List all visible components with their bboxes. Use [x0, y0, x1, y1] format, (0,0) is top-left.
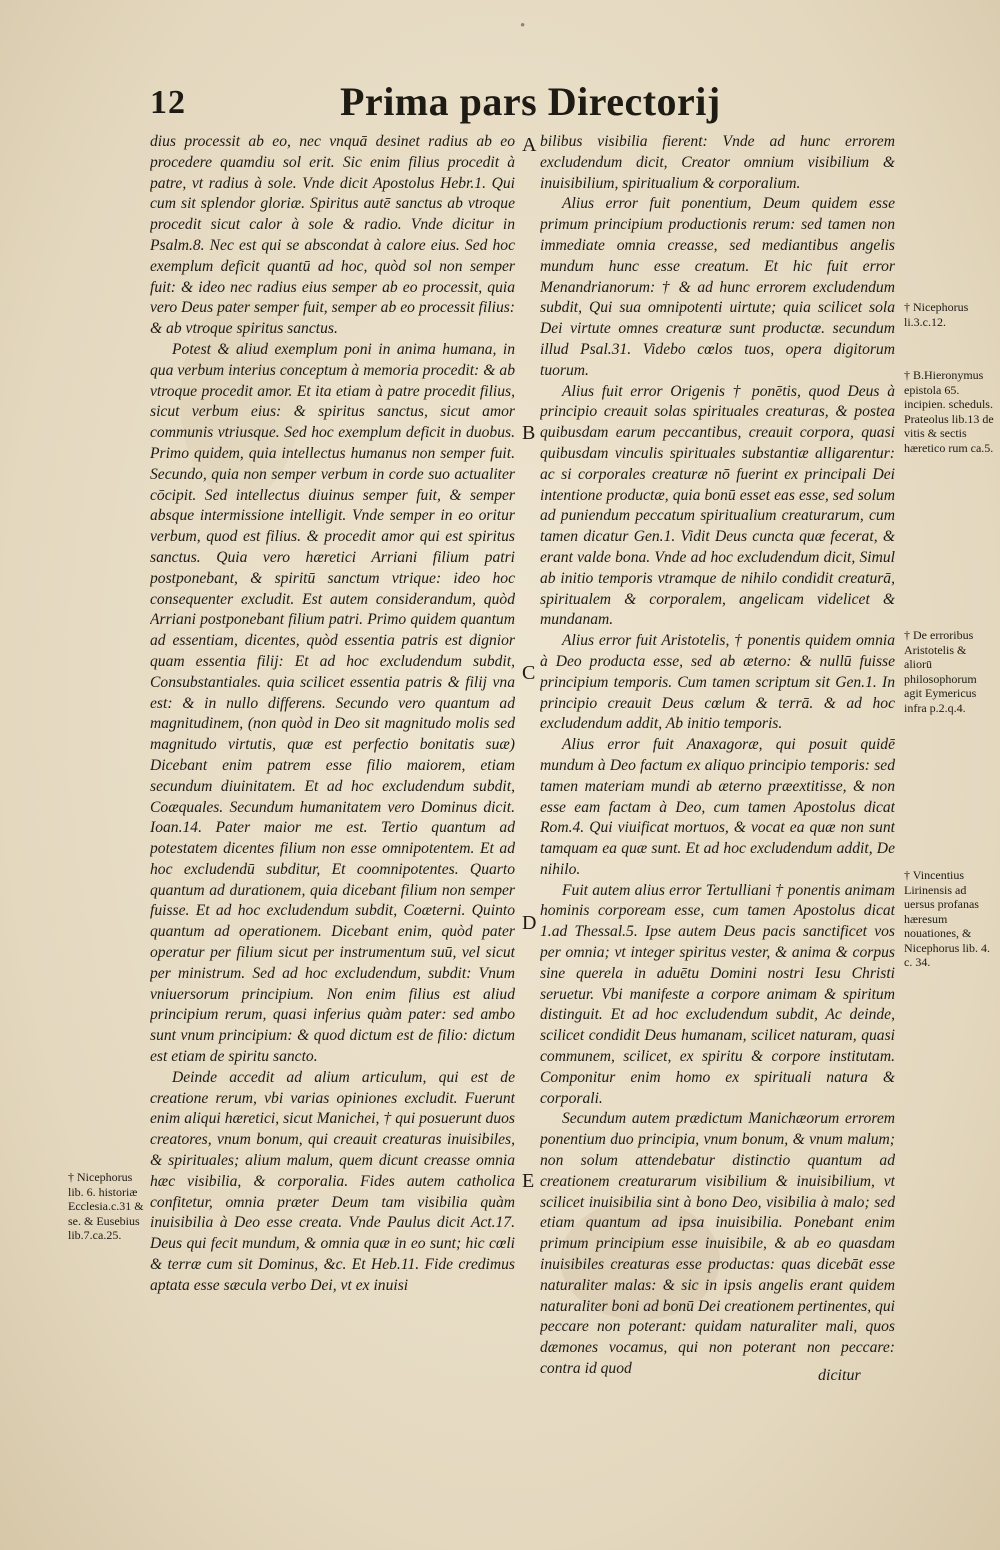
paragraph: Secundum autem prædictum Manichæorum errorem ponentium duo principia, vnum bonum, & vnum malum; non solum attendebatur distinctio quantum ad creationem creaturarum visibilium & inuisibilium, vt scilicet inuisibilia sint à bono Deo, visibilia à malo; sed etiam quantum ad ipsa inuisibilia. Ponebant enim primum principium esse inuisibile, & ab eo quasdam inuisibiles creaturas esse productas: quas dicebāt esse naturaliter malas: & sic in ipsis angelis erant quidem naturaliter boni ad bonū Dei creationem pertinentes, qui peccare non poterant: quidam naturaliter mali, quos dæmones vocamus, qui non poterant non peccare: contra id quod [540, 1110, 895, 1378]
section-letter-d: D [522, 912, 537, 934]
page-number: 12 [150, 84, 186, 121]
section-letter-a: A [522, 134, 537, 156]
paragraph: Fuit autem alius error Tertulliani † ponentis animam hominis corpoream esse, cum tamen Apostolus dicat 1.ad Thessal.5. Ipse autem Deus pacis sanctificet vos per omnia; vt integer spiritus vester, & anima & corpus sine querela in aduētu Domini nostri Iesu Christi seruetur. Vbi manifeste a corpore animam & spiritum distinguit. Et ad hoc excludendum subdit, Ac deinde, scilicet condidit Deus humanam, scilicet naturam, quasi communem, scilicet, ex spiritu & corpore institutam. Componitur enim homo ex spirituali natura & corporali. [540, 881, 895, 1107]
section-letter-c: C [522, 662, 536, 684]
section-letter-e: E [522, 1170, 535, 1192]
ink-dot: • [520, 18, 526, 34]
paragraph: Alius error fuit Aristotelis, † ponentis quidem omnia à Deo producta esse, sed ab æterno: & nullū fuisse principium temporis. Cum tamen scriptum sit Gen.1. In principio creauit Deus cœlum & terrā. & ad hoc excludendum addit, Ab initio temporis. [540, 632, 895, 733]
running-title: Prima pars Directorij [340, 79, 721, 124]
marginal-note: † De erroribus Aristotelis & aliorū philosophorum agit Eymericus infra p.2.q.4. [904, 628, 977, 715]
marginal-note: † Nicephorus lib. 6. historiæ Ecclesia.c.31 & se. & Eusebius lib.7.ca.25. [68, 1170, 144, 1242]
page-header [150, 78, 870, 128]
marginal-note: † B.Hieronymus epistola 65. incipien. scheduls. Prateolus lib.13 de vitis & sectis hæretico rum ca.5. [904, 368, 994, 455]
paragraph: Alius error fuit Anaxagoræ, qui posuit quidē mundum à Deo factum ex aliquo principio temporis: sed tamen materiam mundi ab æterno præextitisse, & non esse eam factam à Deo, cum tamen Apostolus dicat Rom.4. Qui viuificat mortuos, & vocat ea quæ non sunt tamquam ea quæ sunt. Et ad hoc excludendum addit, De nihilo. [540, 736, 895, 878]
marginal-note: † Vincentius Lirinensis ad uersus profanas hæresum nouationes, & Nicephorus lib. 4. c. 34. [904, 868, 990, 969]
marginal-note: † Nicephorus li.3.c.12. [904, 300, 969, 329]
paragraph: Alius fuit error Origenis † ponētis, quod Deus à principio creauit solas spirituales creaturas, & postea quibusdam earum peccantibus, creauit corpora, quasi quibusdam vinculis spirituales substantiæ alligarentur: ac si corporales creaturæ nō fuerint ex principali Dei intentione productæ, quia bonū esset eas esse, sed solum ad puniendum peccatum spiritualium creaturarum, cum tamen dicatur Gen.1. Vidit Deus cuncta quæ fecerat, & erant valde bona. Vnde ad hoc excludendum dicit, Simul ab initio temporis vtramque de nihilo condidit creaturā, spiritualem & corporalem, angelicam videlicet & mundanam. [540, 382, 895, 629]
paragraph: Deinde accedit ad alium articulum, qui est de creatione rerum, vbi varias opiniones excludit. Fuerunt enim aliqui hæretici, sicut Manichei, † qui posuerunt duos creatores, vnum bonum, qui creauit creaturas inuisibiles, & spirituales; alium malum, quem dicunt creasse omnia hæc visibilia, & corporalia. Fides autem catholica confitetur, omnia præter Deum tam visibilia quàm inuisibilia à Deo esse creata. Vnde Paulus dicit Act.17. Deus qui fecit mundum, & omnia quæ in eo sunt; hic cœli & terræ cum sit Dominus, &c. Et Heb.11. Fide credimus aptata esse sæcula verbo Dei, vt ex inuisi [150, 1068, 515, 1294]
paragraph: Potest & aliud exemplum poni in anima humana, in qua verbum interius conceptum à memoria procedit: & ab vtroque procedit amor. Et ita etiam à patre procedit filius, sicut verbum eius: & spiritus sanctus, sicut amor communis vtriusque. Sed hoc exemplum deficit in duobus. Primo quidem, quia intellectus humanus non semper fuit. Secundo, quia non semper verbum in corde suo actualiter cōcipit. Sed intellectus diuinus semper fuit, & semper absque intermissione intelligit. Vnde semper in eo oritur verbum, quod est filius. & procedit amor qui est spiritus sanctus. Quia vero hæretici Arriani filium patri postponebant, & spiritū sanctum vtrique: ideo hoc consequenter excludit. Est autem considerandum, quòd Arriani postponebant filium patri. Primo quidem quantum ad essentiam, dicentes, quòd essentia patris est dignior quam essentia filij: Et ad hoc excludendum subdit, Consubstantiales. quia scilicet essentia patris & filij vna est: & in nullo differens. Secundo vero quantum ad magnitudinem, (non quòd in Deo sit magnitudo molis sed magnitudo virtutis, quæ est perfectio bonitatis suæ) Dicebant enim patrem esse filio maiorem, etiam secundum diuinitatem. Et ad hoc excludendum subdit, Coæquales. Secundum humanitatem vero Dominus dicit. Ioan.14. Pater maior me est. Tertio quantum ad potestatem dicentes filium non esse omnipotentem. Et ad hoc excludendū subditur, Et coomnipotentes. Quarto quantum ad durationem, quia dicebant filium non semper fuisse. Et ad hoc excludendum subdit, Coæterni. Quinto quantum ad operationem. Dicebant enim, quòd pater operatur per filium sicut per instrumentum suū, vel sicut per ministrum. Sed ad hoc excludendum, subdit: Vnum vniuersorum principium. Non enim filius est aliud principium rerum, quasi inferius quàm pater: sed ambo sunt vnum principium: & quod dictum est de filio: dictum est etiam de spiritu sancto. [150, 340, 515, 1066]
paragraph: dius processit ab eo, nec vnquā desinet radius ab eo procedere quamdiu sol erit. Sic enim filius procedit à patre, vt radius à sole. Vnde dicit Apostolus Hebr.1. Qui cum sit splendor gloriæ. Spiritus autē sanctus ab vtroque procedit sicut calor à sole & radio. Vnde dicitur in Psalm.8. Nec est qui se abscondat à calore eius. Sed hoc exemplum deficit quantū ad hoc, quòd sol non semper fuit: & ideo nec radius eius semper ab eo processit, quia vero Deus pater semper fuit, semper ab eo processit filius: & ab vtroque spiritus sanctus. [150, 133, 515, 338]
section-letter-b: B [522, 422, 536, 444]
right-text-column [540, 132, 895, 1387]
paragraph: bilibus visibilia fierent: Vnde ad hunc errorem excludendum dicit, Creator omnium visibilium & inuisibilium, spiritualium & corporalium. [540, 133, 895, 192]
left-text-column [150, 132, 515, 1387]
paragraph: Alius error fuit ponentium, Deum quidem esse primum principium productionis rerum: sed tamen non immediate omnia creasse, sed mediantibus angelis mundum hunc esse creatum. Et hic fuit error Menandrianorum: † & ad hunc errorem excludendum subdit, Qui sua omnipotenti uirtute; quia scilicet sola Dei virtute omnes creaturæ sunt productæ. secundum illud Psal.31. Videbo cœlos tuos, opera digitorum tuorum. [540, 195, 895, 379]
catchword: dicitur [818, 1367, 861, 1384]
